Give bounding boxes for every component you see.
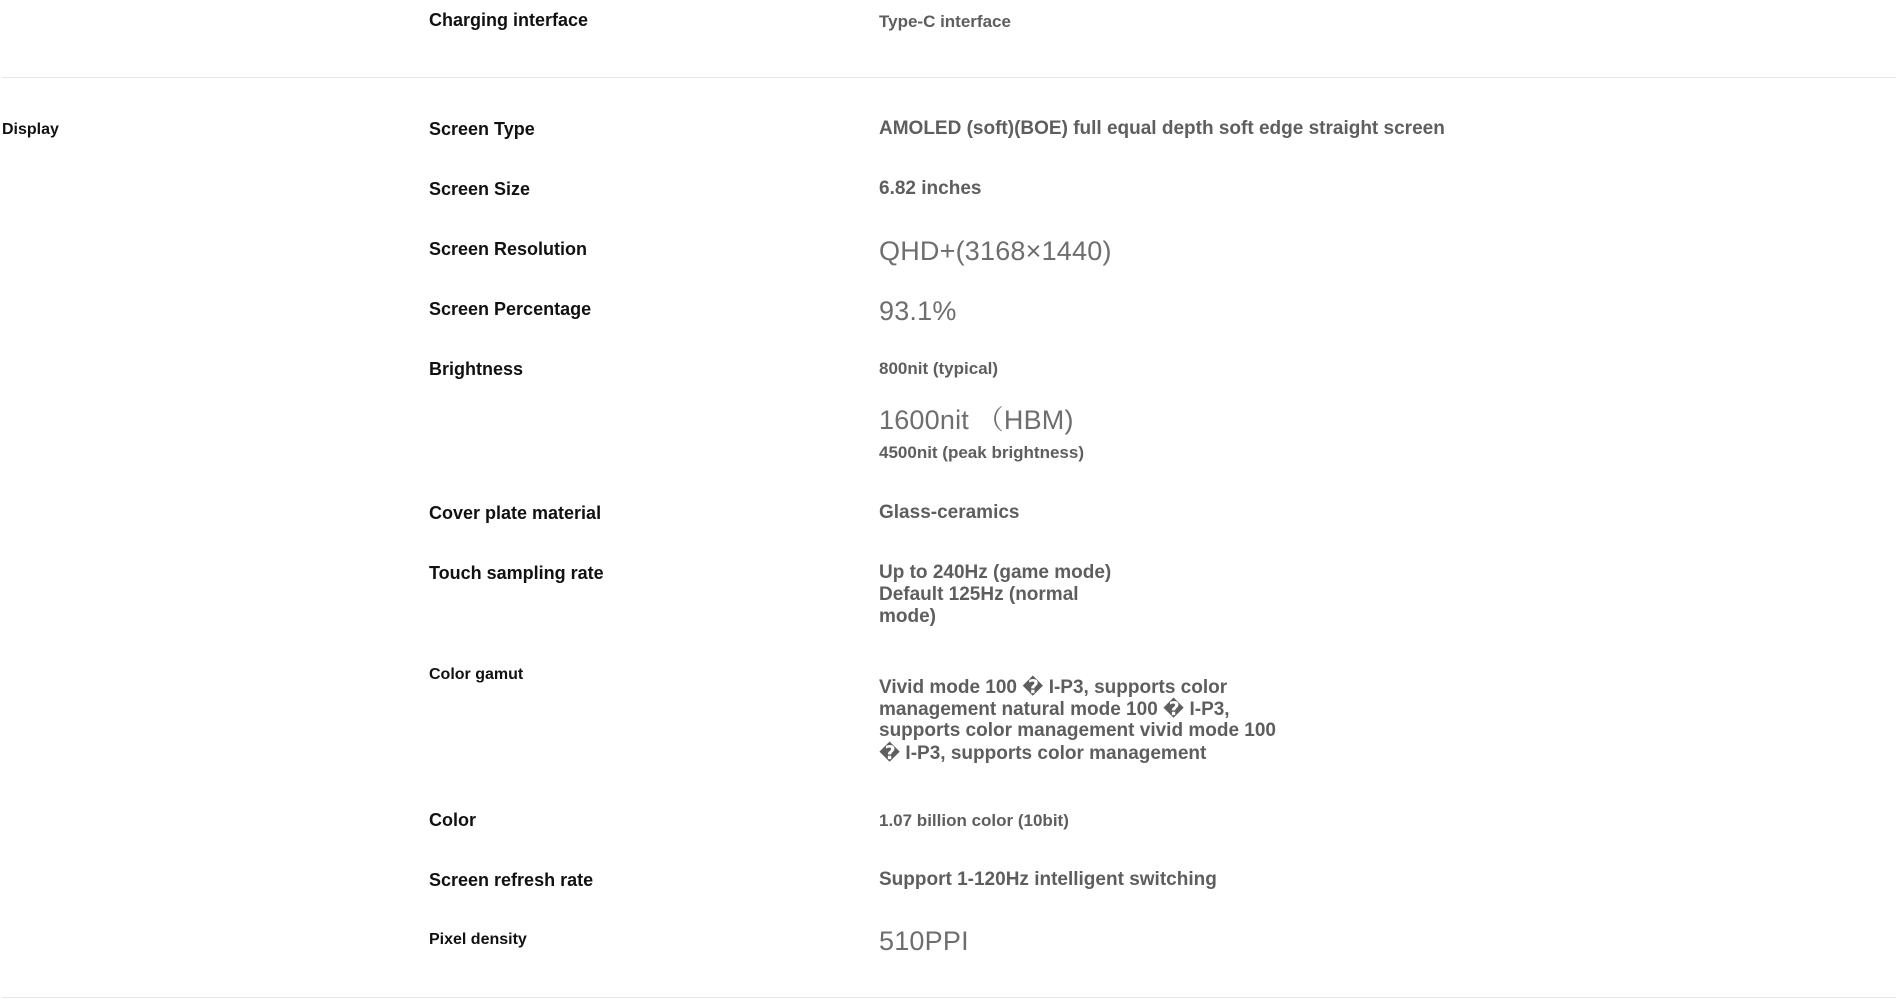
screen-resolution-value: QHD+(3168×1440)	[879, 236, 1112, 266]
section-title-display: Display	[2, 121, 59, 138]
brightness-label: Brightness	[429, 359, 524, 379]
color-gamut-label: Color gamut	[429, 666, 524, 683]
touch-sampling-label: Touch sampling rate	[429, 563, 604, 583]
brightness-typical-value: 800nit (typical)	[879, 359, 999, 378]
cover-plate-value: Glass-ceramics	[879, 502, 1020, 523]
pixel-density-value: 510PPI	[879, 926, 969, 956]
refresh-rate-label: Screen refresh rate	[429, 870, 594, 890]
screen-size-label: Screen Size	[429, 179, 531, 199]
screen-type-label: Screen Type	[429, 119, 535, 139]
screen-size-value: 6.82 inches	[879, 178, 982, 199]
refresh-rate-value: Support 1-120Hz intelligent switching	[879, 869, 1217, 890]
color-gamut-line-1: Vivid mode 100 � I-P3, supports color	[879, 677, 1228, 698]
charging-interface-value: Type-C interface	[879, 12, 1011, 31]
screen-resolution-label: Screen Resolution	[429, 239, 588, 259]
screen-type-value: AMOLED (soft)(BOE) full equal depth soft edge straight screen	[879, 118, 1445, 139]
color-gamut-line-4: � I-P3, supports color management	[879, 743, 1207, 764]
brightness-peak-value: 4500nit (peak brightness)	[879, 443, 1085, 462]
charging-interface-label: Charging interface	[429, 10, 589, 30]
touch-sampling-line-1: Up to 240Hz (game mode)	[879, 562, 1112, 583]
color-label: Color	[429, 810, 476, 830]
color-value: 1.07 billion color (10bit)	[879, 811, 1069, 830]
brightness-hbm-value: 1600nit （HBM)	[879, 405, 1074, 435]
color-gamut-line-2: management natural mode 100 � I-P3,	[879, 699, 1230, 720]
screen-percentage-label: Screen Percentage	[429, 299, 592, 319]
section-divider	[2, 77, 1896, 78]
pixel-density-label: Pixel density	[429, 931, 527, 948]
color-gamut-line-3: supports color management vivid mode 100	[879, 720, 1276, 741]
screen-percentage-value: 93.1%	[879, 296, 957, 326]
section-divider-bottom	[2, 997, 1896, 998]
touch-sampling-line-3: mode)	[879, 606, 936, 627]
cover-plate-label: Cover plate material	[429, 503, 602, 523]
touch-sampling-line-2: Default 125Hz (normal	[879, 584, 1079, 605]
